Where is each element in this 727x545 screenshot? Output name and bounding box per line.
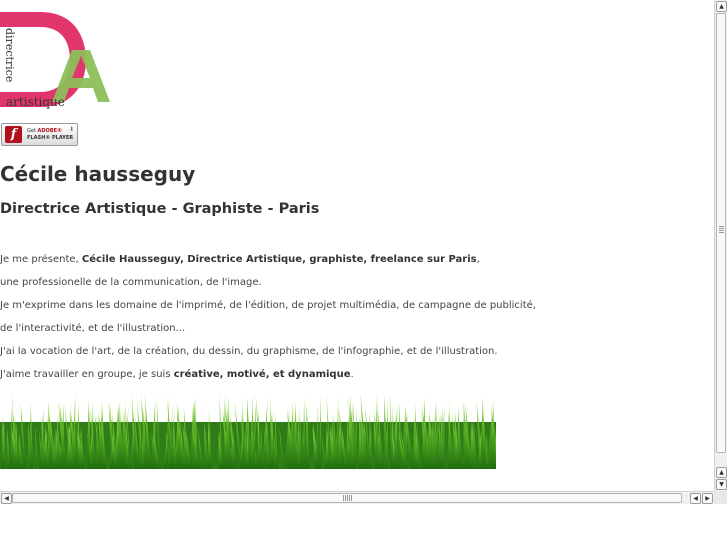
scroll-left-button[interactable]: ◀ [1,493,12,504]
flash-icon: f [5,126,22,143]
logo [0,10,112,112]
scroll-up-button[interactable]: ▲ [716,1,727,12]
horizontal-scroll-thumb[interactable] [12,493,682,503]
page-title: Cécile hausseguy [0,162,196,186]
logo-horizontal-text: artistique [6,95,65,109]
download-arrow-icon: ⬇ [68,126,74,133]
intro-line-4: de l'interactivité, et de l'illustration... [0,323,186,334]
intro-line-3: Je m'exprime dans les domaine de l'imprimé, de l'édition, de projet multimédia, de campagne de publicité, [0,300,536,311]
scroll-grip-icon [719,226,724,234]
page-subtitle: Directrice Artistique - Graphiste - Paris [0,201,320,217]
get-flash-player-button[interactable] [1,123,78,146]
intro-line-1: Je me présente, Cécile Hausseguy, Directrice Artistique, graphiste, freelance sur Paris, [0,254,480,265]
scroll-right-button[interactable]: ▶ [702,493,713,504]
logo-vertical-text: directrice [3,28,16,83]
scrollbar-corner [714,491,727,504]
scroll-up-button-lower[interactable]: ▲ [716,467,727,478]
vertical-scrollbar[interactable] [714,0,727,491]
horizontal-scrollbar[interactable] [0,491,714,504]
scroll-left-button-right[interactable]: ◀ [690,493,701,504]
flash-badge-line2: FLASH® PLAYER [27,135,74,141]
vertical-scroll-thumb[interactable] [716,13,726,453]
scroll-grip-icon [343,495,353,501]
intro-line-5: J'ai la vocation de l'art, de la création, du dessin, du graphisme, de l'infographie, et de l'illustration. [0,346,498,357]
grass-banner-image [0,392,496,469]
scroll-down-button[interactable]: ▼ [716,479,727,490]
flash-badge-line1: Get ADOBE® [27,128,63,134]
intro-line-2: une professionelle de la communication, de l'image. [0,277,262,288]
intro-line-6: J'aime travailler en groupe, je suis créative, motivé, et dynamique. [0,369,354,380]
